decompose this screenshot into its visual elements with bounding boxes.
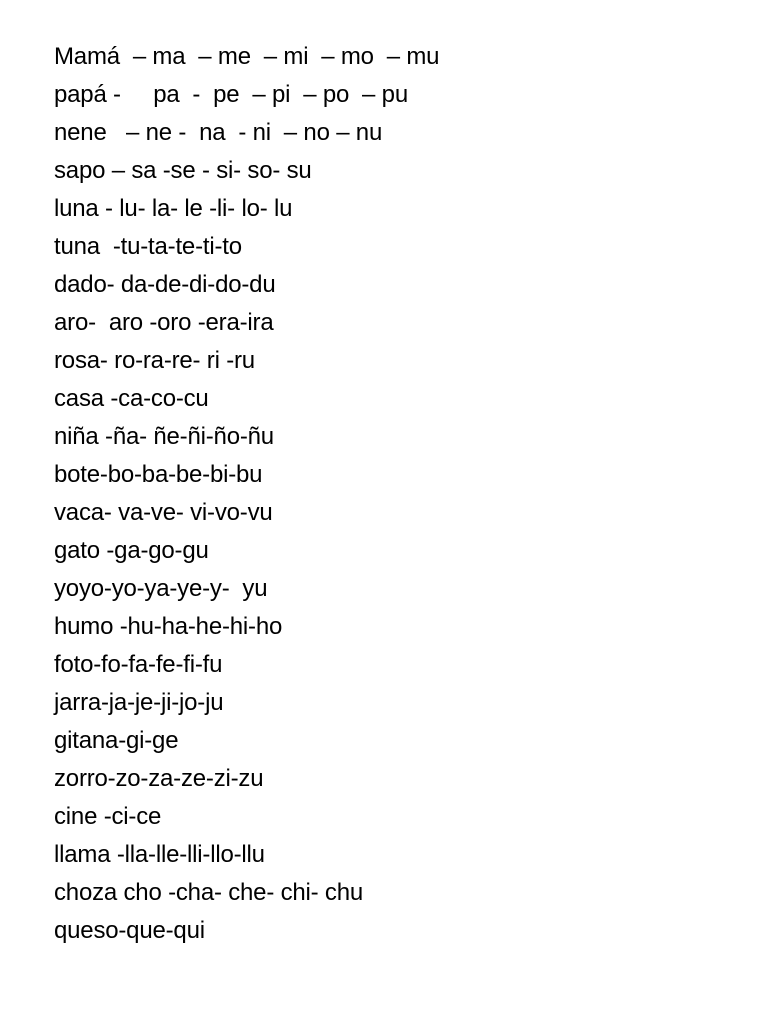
syllable-line-humo: humo -hu-ha-he-hi-ho (54, 613, 283, 640)
syllable-line-luna: luna - lu- la- le -li- lo- lu (54, 195, 293, 222)
syllable-line-casa: casa -ca-co-cu (54, 385, 209, 412)
syllable-line-gato: gato -ga-go-gu (54, 537, 209, 564)
syllable-line-queso: queso-que-qui (54, 917, 205, 944)
syllable-line-nene: nene – ne - na - ni – no – nu (54, 119, 383, 146)
syllable-line-papa: papá - pa - pe – pi – po – pu (54, 81, 408, 108)
syllable-line-llama: llama -lla-lle-lli-llo-llu (54, 841, 265, 868)
syllable-line-mama: Mamá – ma – me – mi – mo – mu (54, 43, 440, 70)
syllable-line-gitana: gitana-gi-ge (54, 727, 179, 754)
syllable-line-sapo: sapo – sa -se - si- so- su (54, 157, 312, 184)
syllable-line-dado: dado- da-de-di-do-du (54, 271, 276, 298)
syllable-line-jarra: jarra-ja-je-ji-jo-ju (54, 689, 224, 716)
syllable-line-foto: foto-fo-fa-fe-fi-fu (54, 651, 223, 678)
syllable-line-zorro: zorro-zo-za-ze-zi-zu (54, 765, 264, 792)
syllable-line-cine: cine -ci-ce (54, 803, 162, 830)
syllable-line-aro: aro- aro -oro -era-ira (54, 309, 274, 336)
syllable-list (54, 38, 439, 950)
syllable-line-rosa: rosa- ro-ra-re- ri -ru (54, 347, 255, 374)
syllable-line-nina: niña -ña- ñe-ñi-ño-ñu (54, 423, 274, 450)
syllable-line-yoyo: yoyo-yo-ya-ye-y- yu (54, 575, 268, 602)
syllable-line-tuna: tuna -tu-ta-te-ti-to (54, 233, 242, 260)
syllable-line-choza: choza cho -cha- che- chi- chu (54, 879, 364, 906)
syllable-line-bote: bote-bo-ba-be-bi-bu (54, 461, 263, 488)
syllable-line-vaca: vaca- va-ve- vi-vo-vu (54, 499, 273, 526)
